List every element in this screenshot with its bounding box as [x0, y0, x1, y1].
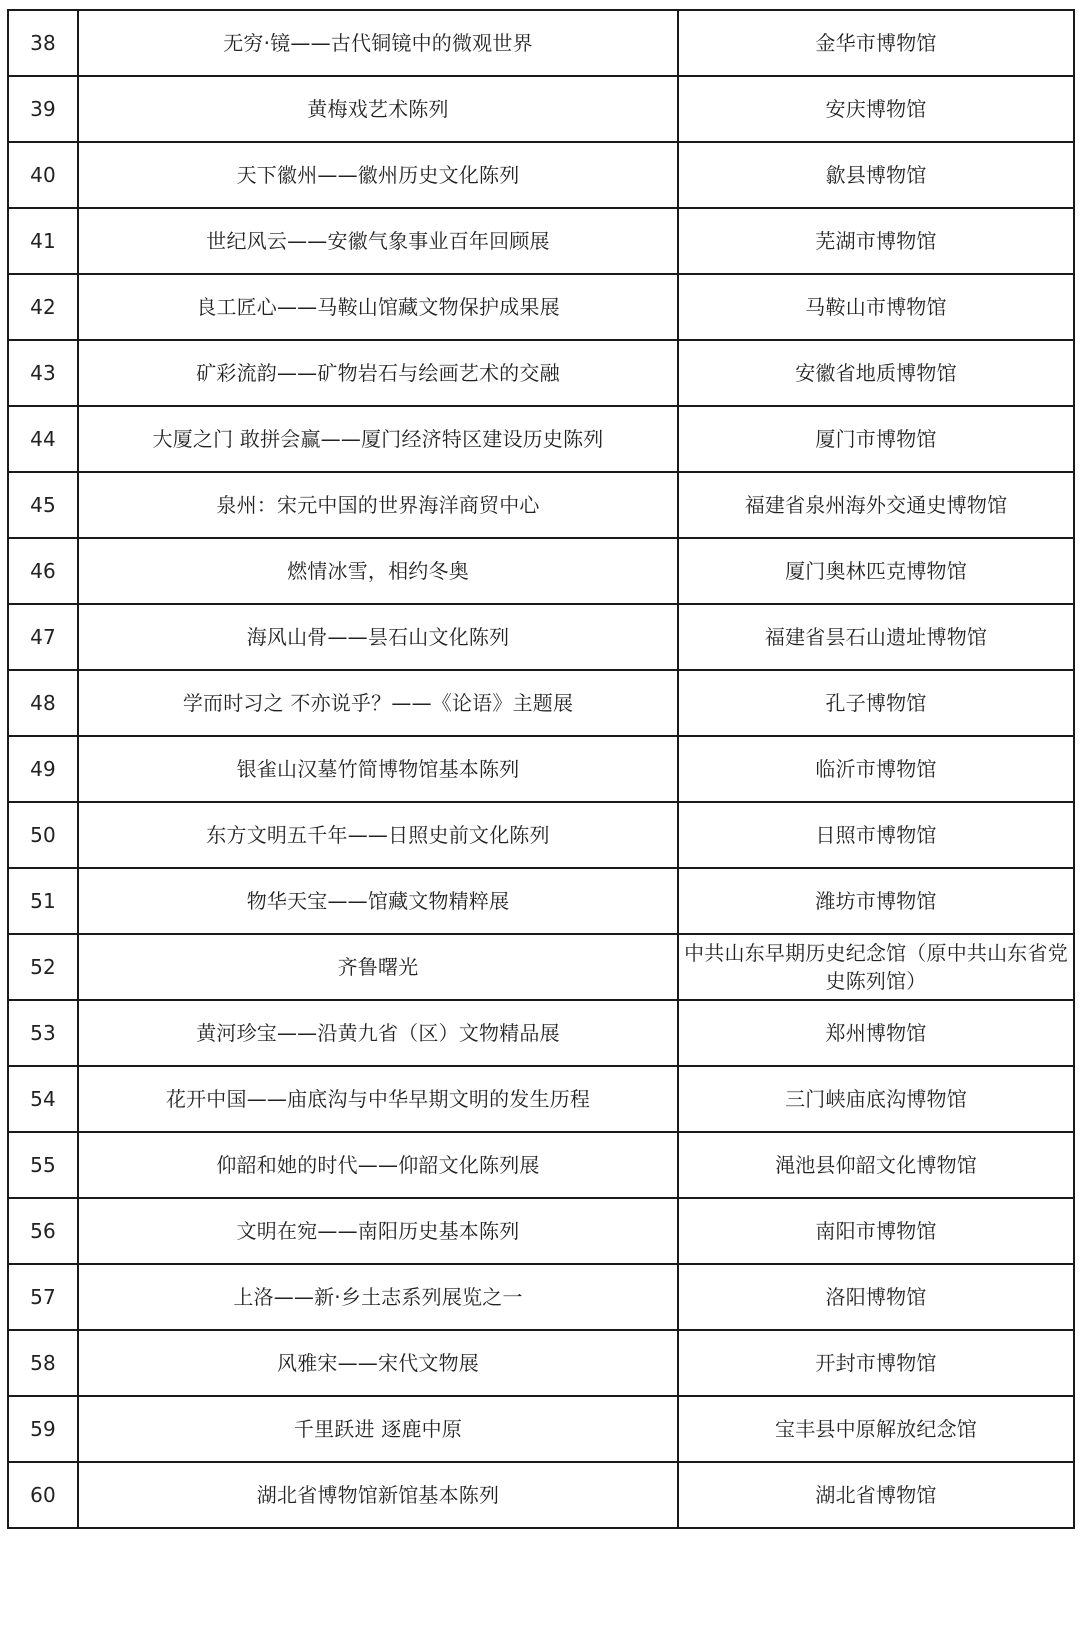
table-row: [8, 1066, 1074, 1132]
table-row: [8, 10, 1074, 76]
table-row: [8, 340, 1074, 406]
row-number-cell: 46: [8, 538, 78, 604]
exhibit-table: [7, 9, 1075, 1529]
row-number-cell: 50: [8, 802, 78, 868]
exhibition-name-cell: 黄梅戏艺术陈列: [78, 76, 678, 142]
exhibition-name-cell: 上洛——新·乡土志系列展览之一: [78, 1264, 678, 1330]
row-number-cell: 40: [8, 142, 78, 208]
row-number-cell: 54: [8, 1066, 78, 1132]
museum-name-cell: 安庆博物馆: [678, 76, 1074, 142]
row-number-cell: 55: [8, 1132, 78, 1198]
exhibition-name-cell: 物华天宝——馆藏文物精粹展: [78, 868, 678, 934]
row-number-cell: 42: [8, 274, 78, 340]
table-row: [8, 868, 1074, 934]
museum-name-cell: 渑池县仰韶文化博物馆: [678, 1132, 1074, 1198]
exhibition-name-cell: 花开中国——庙底沟与中华早期文明的发生历程: [78, 1066, 678, 1132]
row-number-cell: 45: [8, 472, 78, 538]
row-number-cell: 53: [8, 1000, 78, 1066]
row-number-cell: 47: [8, 604, 78, 670]
table-row: [8, 1132, 1074, 1198]
museum-name-cell: 安徽省地质博物馆: [678, 340, 1074, 406]
row-number-cell: 41: [8, 208, 78, 274]
museum-name-cell: 歙县博物馆: [678, 142, 1074, 208]
table-row: [8, 1330, 1074, 1396]
table-row: [8, 802, 1074, 868]
row-number-cell: 44: [8, 406, 78, 472]
exhibition-name-cell: 齐鲁曙光: [78, 934, 678, 1000]
museum-name-cell: 中共山东早期历史纪念馆（原中共山东省党史陈列馆）: [678, 934, 1074, 1000]
exhibition-name-cell: 黄河珍宝——沿黄九省（区）文物精品展: [78, 1000, 678, 1066]
row-number-cell: 57: [8, 1264, 78, 1330]
exhibition-name-cell: 海风山骨——昙石山文化陈列: [78, 604, 678, 670]
table-row: [8, 472, 1074, 538]
table-row: [8, 274, 1074, 340]
exhibit-table-body: [8, 10, 1074, 1528]
exhibition-name-cell: 大厦之门 敢拼会赢——厦门经济特区建设历史陈列: [78, 406, 678, 472]
exhibition-name-cell: 无穷·镜——古代铜镜中的微观世界: [78, 10, 678, 76]
exhibition-name-cell: 仰韶和她的时代——仰韶文化陈列展: [78, 1132, 678, 1198]
table-row: [8, 1396, 1074, 1462]
row-number-cell: 48: [8, 670, 78, 736]
museum-name-cell: 金华市博物馆: [678, 10, 1074, 76]
row-number-cell: 56: [8, 1198, 78, 1264]
exhibition-name-cell: 燃情冰雪，相约冬奥: [78, 538, 678, 604]
table-row: [8, 934, 1074, 1000]
table-row: [8, 1462, 1074, 1528]
row-number-cell: 51: [8, 868, 78, 934]
exhibition-name-cell: 文明在宛——南阳历史基本陈列: [78, 1198, 678, 1264]
table-row: [8, 538, 1074, 604]
museum-name-cell: 芜湖市博物馆: [678, 208, 1074, 274]
museum-name-cell: 三门峡庙底沟博物馆: [678, 1066, 1074, 1132]
museum-name-cell: 郑州博物馆: [678, 1000, 1074, 1066]
exhibition-name-cell: 湖北省博物馆新馆基本陈列: [78, 1462, 678, 1528]
museum-name-cell: 南阳市博物馆: [678, 1198, 1074, 1264]
museum-name-cell: 厦门奥林匹克博物馆: [678, 538, 1074, 604]
exhibition-name-cell: 千里跃进 逐鹿中原: [78, 1396, 678, 1462]
exhibition-name-cell: 天下徽州——徽州历史文化陈列: [78, 142, 678, 208]
row-number-cell: 52: [8, 934, 78, 1000]
table-row: [8, 1198, 1074, 1264]
exhibition-name-cell: 学而时习之 不亦说乎？——《论语》主题展: [78, 670, 678, 736]
museum-name-cell: 临沂市博物馆: [678, 736, 1074, 802]
museum-name-cell: 福建省泉州海外交通史博物馆: [678, 472, 1074, 538]
museum-name-cell: 湖北省博物馆: [678, 1462, 1074, 1528]
museum-name-cell: 洛阳博物馆: [678, 1264, 1074, 1330]
museum-name-cell: 福建省昙石山遗址博物馆: [678, 604, 1074, 670]
table-row: [8, 1000, 1074, 1066]
row-number-cell: 59: [8, 1396, 78, 1462]
museum-name-cell: 开封市博物馆: [678, 1330, 1074, 1396]
table-row: [8, 208, 1074, 274]
museum-name-cell: 日照市博物馆: [678, 802, 1074, 868]
row-number-cell: 39: [8, 76, 78, 142]
row-number-cell: 43: [8, 340, 78, 406]
row-number-cell: 58: [8, 1330, 78, 1396]
row-number-cell: 38: [8, 10, 78, 76]
museum-name-cell: 潍坊市博物馆: [678, 868, 1074, 934]
museum-name-cell: 宝丰县中原解放纪念馆: [678, 1396, 1074, 1462]
table-row: [8, 406, 1074, 472]
exhibition-name-cell: 银雀山汉墓竹简博物馆基本陈列: [78, 736, 678, 802]
table-row: [8, 736, 1074, 802]
exhibition-name-cell: 泉州：宋元中国的世界海洋商贸中心: [78, 472, 678, 538]
exhibition-name-cell: 世纪风云——安徽气象事业百年回顾展: [78, 208, 678, 274]
row-number-cell: 49: [8, 736, 78, 802]
exhibition-name-cell: 矿彩流韵——矿物岩石与绘画艺术的交融: [78, 340, 678, 406]
museum-name-cell: 厦门市博物馆: [678, 406, 1074, 472]
table-row: [8, 76, 1074, 142]
row-number-cell: 60: [8, 1462, 78, 1528]
exhibition-name-cell: 东方文明五千年——日照史前文化陈列: [78, 802, 678, 868]
table-row: [8, 142, 1074, 208]
exhibition-name-cell: 风雅宋——宋代文物展: [78, 1330, 678, 1396]
table-row: [8, 670, 1074, 736]
table-row: [8, 1264, 1074, 1330]
museum-name-cell: 马鞍山市博物馆: [678, 274, 1074, 340]
exhibition-name-cell: 良工匠心——马鞍山馆藏文物保护成果展: [78, 274, 678, 340]
table-row: [8, 604, 1074, 670]
museum-name-cell: 孔子博物馆: [678, 670, 1074, 736]
